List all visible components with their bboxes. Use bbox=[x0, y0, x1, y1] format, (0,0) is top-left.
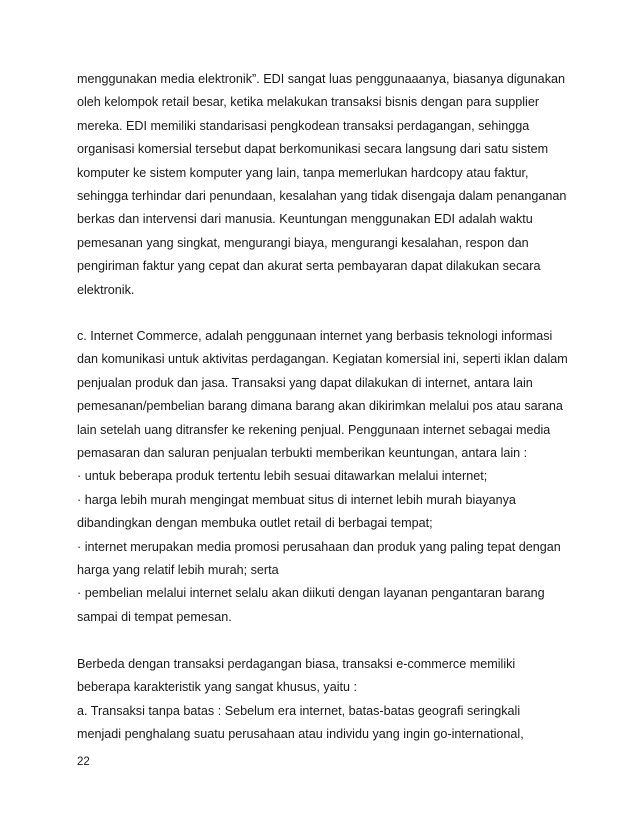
text-line: organisasi komersial tersebut dapat berkomunikasi secara langsung dari satu sistem bbox=[77, 142, 549, 157]
text-line: menjadi penghalang suatu perusahaan atau individu yang ingin go-international, bbox=[77, 727, 524, 742]
text-line: pengiriman faktur yang cepat dan akurat serta pembayaran dapat dilakukan secara bbox=[77, 259, 541, 274]
text-line: c. Internet Commerce, adalah penggunaan internet yang berbasis teknologi informasi bbox=[77, 329, 553, 343]
bullet-item: · internet merupakan media promosi perusahaan dan produk yang paling tepat dengan bbox=[77, 539, 561, 554]
text-line: pemasaran dan saluran penjualan terbukti memberikan keuntungan, antara lain : bbox=[77, 445, 528, 460]
text-line: lain setelah uang ditransfer ke rekening penjual. Penggunaan internet sebagai media bbox=[77, 422, 551, 437]
text-line: pemesanan/pembelian barang dimana barang akan dikirimkan melalui pos atau sarana bbox=[77, 399, 563, 414]
text-line: oleh kelompok retail besar, ketika melakukan transaksi bisnis dengan para supplier bbox=[77, 95, 540, 110]
text-line: menggunakan media elektronik”. EDI sangat luas penggunaaanya, biasanya digunakan bbox=[77, 72, 565, 86]
page-number: 22 bbox=[77, 756, 90, 768]
text-line: mereka. EDI memiliki standarisasi pengkodean transaksi perdagangan, sehingga bbox=[77, 118, 530, 133]
text-line: penjualan produk dan jasa. Transaksi yang dapat dilakukan di internet, antara lain bbox=[77, 375, 533, 390]
text-line: komputer ke sistem komputer yang lain, tanpa memerlukan hardcopy atau faktur, bbox=[77, 165, 529, 180]
text-line: dan komunikasi untuk aktivitas perdagangan. Kegiatan komersial ini, seperti iklan dalam bbox=[77, 352, 568, 367]
bullet-item: · pembelian melalui internet selalu akan diikuti dengan layanan pengantaran barang bbox=[77, 586, 545, 601]
text-line: dibandingkan dengan membuka outlet retail di berbagai tempat; bbox=[77, 516, 433, 531]
paragraph-ecommerce-characteristics bbox=[77, 653, 577, 747]
text-line: sampai di tempat pemesan. bbox=[77, 609, 232, 624]
text-line: harga yang relatif lebih murah; serta bbox=[77, 562, 279, 577]
bullet-item: · untuk beberapa produk tertentu lebih sesuai ditawarkan melalui internet; bbox=[77, 469, 488, 484]
text-line: pemesanan yang singkat, mengurangi biaya, mengurangi kesalahan, respon dan bbox=[77, 235, 529, 250]
text-line: Berbeda dengan transaksi perdagangan biasa, transaksi e-commerce memiliki bbox=[77, 657, 516, 671]
bullet-item: · harga lebih murah mengingat membuat situs di internet lebih murah biayanya bbox=[77, 492, 516, 507]
text-line: berkas dan intervensi dari manusia. Keuntungan menggunakan EDI adalah waktu bbox=[77, 212, 533, 227]
paragraph-internet-commerce bbox=[77, 325, 577, 629]
paragraph-edi bbox=[77, 68, 577, 302]
text-line: elektronik. bbox=[77, 282, 135, 297]
text-line: sehingga terhindar dari penundaan, kesalahan yang tidak disengaja dalam penanganan bbox=[77, 188, 567, 203]
text-line: a. Transaksi tanpa batas : Sebelum era internet, batas-batas geografi seringkali bbox=[77, 703, 521, 718]
text-line: beberapa karakteristik yang sangat khusus, yaitu : bbox=[77, 680, 358, 695]
